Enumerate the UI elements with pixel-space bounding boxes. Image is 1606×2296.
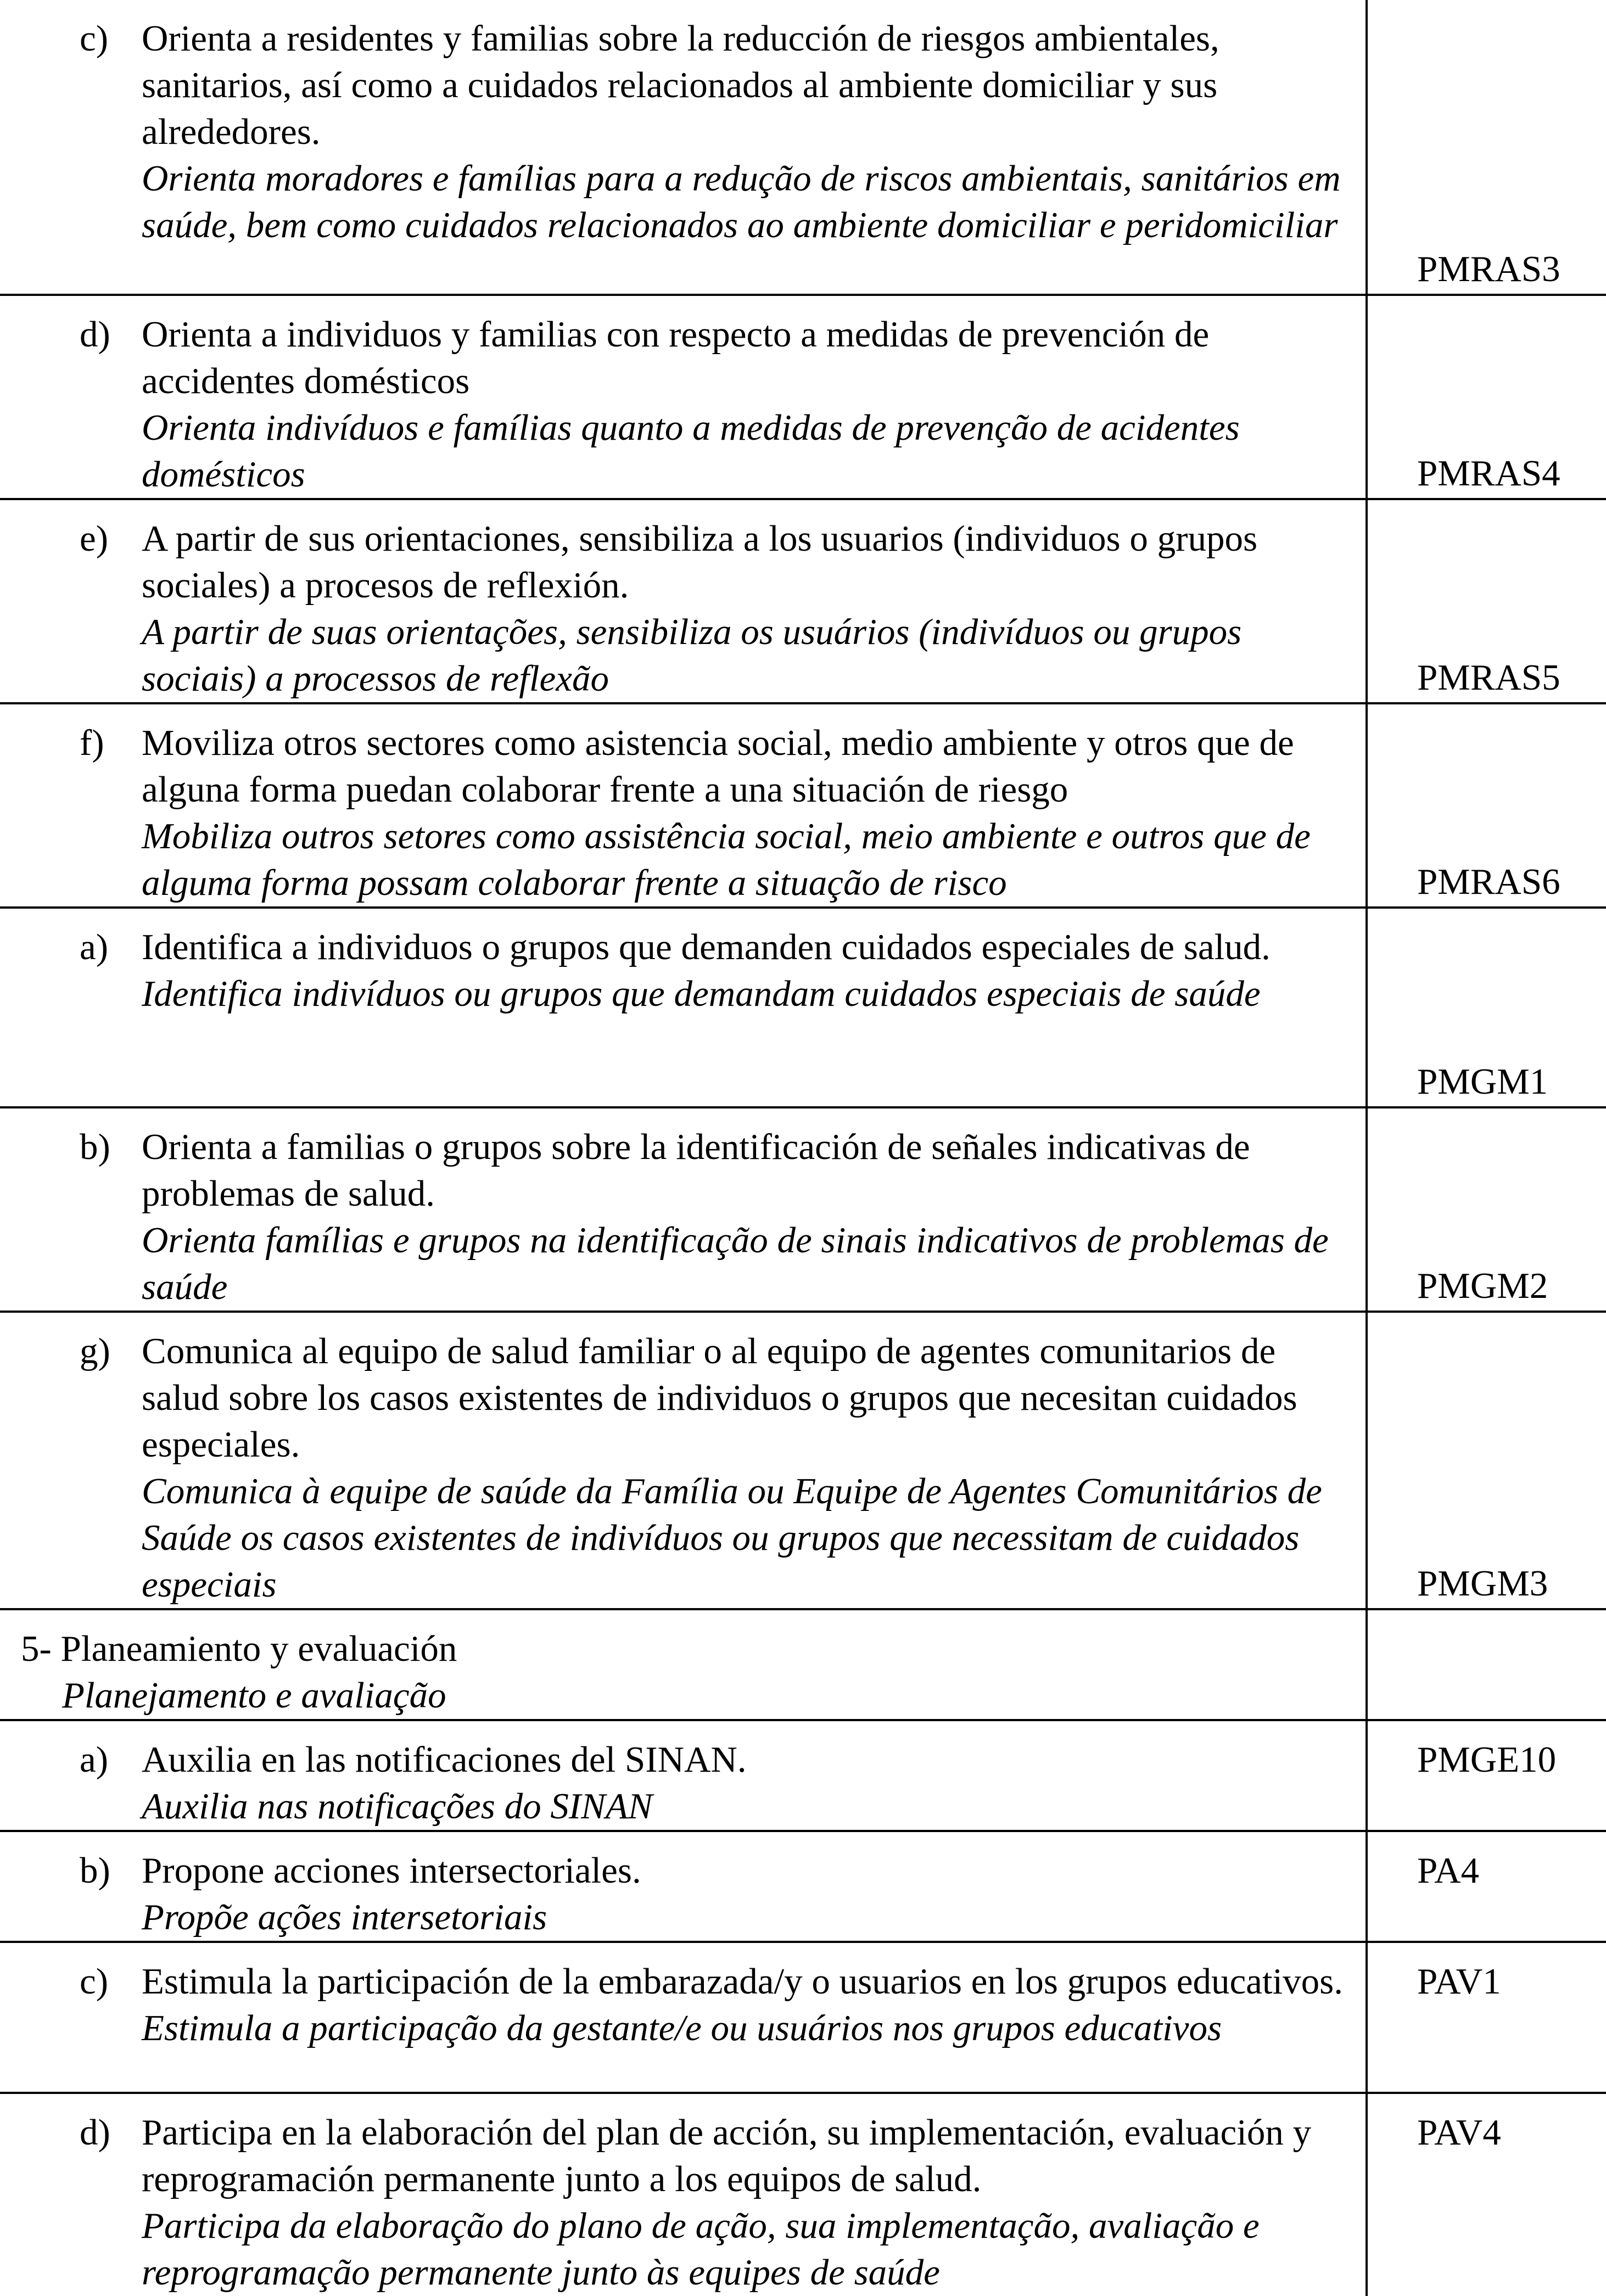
item-letter: b) — [80, 1127, 110, 1167]
item-code: PMGE10 — [1417, 1739, 1557, 1780]
portuguese-text: A partir de suas orientações, sensibiliza os usuários (indivíduos ou grupos sociais) a processos de reflexão — [142, 612, 1242, 699]
section-header-row — [0, 1609, 1606, 1720]
table-row — [0, 703, 1606, 908]
list-item — [0, 1108, 1366, 1311]
list-item — [0, 0, 1366, 249]
item-code: PMRAS6 — [1417, 861, 1560, 902]
code-cell — [1367, 1942, 1606, 2093]
list-item — [0, 296, 1366, 498]
item-letter: e) — [80, 518, 109, 559]
description-cell — [0, 703, 1367, 908]
item-code: PMRAS5 — [1417, 657, 1560, 698]
portuguese-text: Orienta indivíduos e famílias quanto a medidas de prevenção de acidentes domésticos — [142, 407, 1240, 495]
item-code: PMGM2 — [1417, 1265, 1548, 1306]
section-header — [0, 1610, 1366, 1719]
table-row — [0, 1720, 1606, 1831]
description-cell — [0, 2093, 1367, 2296]
portuguese-text: Auxilia nas notificações do SINAN — [142, 1786, 653, 1827]
list-item — [0, 1313, 1366, 1608]
spanish-text: Auxilia en las notificaciones del SINAN. — [142, 1739, 747, 1780]
section-header-cell — [0, 1609, 1367, 1720]
portuguese-text: Orienta moradores e famílias para a redução de riscos ambientais, sanitários em saúde, bem como cuidados relacionados ao ambiente domiciliar e peridomiciliar — [142, 158, 1341, 245]
item-code: PMGM3 — [1417, 1563, 1548, 1604]
list-item — [0, 1832, 1366, 1941]
list-item — [0, 1721, 1366, 1830]
list-item — [0, 500, 1366, 702]
item-letter: f) — [80, 723, 104, 763]
code-cell — [1367, 1107, 1606, 1312]
table-row — [0, 1312, 1606, 1609]
item-letter: g) — [80, 1331, 110, 1371]
code-cell — [1367, 703, 1606, 908]
description-cell — [0, 0, 1367, 295]
description-cell — [0, 1720, 1367, 1831]
list-item — [0, 704, 1366, 906]
spanish-text: Orienta a residentes y familias sobre la reducción de riesgos ambientales, sanitarios, así como a cuidados relacionados al ambiente domiciliar y sus alrededores. — [142, 18, 1219, 152]
spanish-text: Comunica al equipo de salud familiar o al equipo de agentes comunitarios de salud sobre los casos existentes de individuos o grupos que necesitan cuidados especiales. — [142, 1331, 1297, 1465]
portuguese-text: Comunica à equipe de saúde da Família ou Equipe de Agentes Comunitários de Saúde os casos existentes de indivíduos ou grupos que necessitam de cuidados especiais — [142, 1471, 1322, 1605]
item-letter: c) — [80, 18, 109, 59]
table-row — [0, 0, 1606, 295]
item-code: PAV4 — [1417, 2112, 1501, 2153]
code-cell — [1367, 1831, 1606, 1942]
list-item — [0, 909, 1366, 1017]
code-cell — [1367, 908, 1606, 1107]
spanish-text: Moviliza otros sectores como asistencia social, medio ambiente y otros que de alguna forma puedan colaborar frente a una situación de riesgo — [142, 723, 1294, 810]
description-cell — [0, 499, 1367, 703]
portuguese-text: Identifica indivíduos ou grupos que demandam cuidados especiais de saúde — [142, 973, 1261, 1014]
item-letter: b) — [80, 1850, 110, 1891]
item-code: PA4 — [1417, 1850, 1479, 1891]
item-letter: d) — [80, 314, 110, 355]
description-cell — [0, 1942, 1367, 2093]
code-cell — [1367, 295, 1606, 499]
portuguese-text: Propõe ações intersetoriais — [142, 1897, 547, 1937]
item-code: PMRAS4 — [1417, 453, 1560, 494]
item-letter: d) — [80, 2112, 110, 2153]
item-code: PAV1 — [1417, 1961, 1501, 2002]
description-cell — [0, 1312, 1367, 1609]
list-item — [0, 1943, 1366, 2052]
code-cell — [1367, 499, 1606, 703]
spanish-text: Estimula la participación de la embarazada/y o usuarios en los grupos educativos. — [142, 1961, 1343, 2002]
item-letter: c) — [80, 1961, 109, 2002]
list-item — [0, 2094, 1366, 2296]
item-letter: a) — [80, 1739, 109, 1780]
portuguese-text: Mobiliza outros setores como assistência social, meio ambiente e outros que de alguma forma possam colaborar frente a situação de risco — [142, 816, 1311, 903]
description-cell — [0, 1831, 1367, 1942]
section-title-es: 5- Planeamiento y evaluación — [21, 1628, 457, 1669]
table-row — [0, 1831, 1606, 1942]
description-cell — [0, 1107, 1367, 1312]
portuguese-text: Participa da elaboração do plano de ação, sua implementação, avaliação e reprogramação permanente junto às equipes de saúde — [142, 2205, 1260, 2293]
description-cell — [0, 295, 1367, 499]
table-row — [0, 1107, 1606, 1312]
code-cell — [1367, 1609, 1606, 1720]
section-title-pt: Planejamento e avaliação — [62, 1675, 446, 1716]
table-row — [0, 1942, 1606, 2093]
table-row — [0, 499, 1606, 703]
spanish-text: Identifica a individuos o grupos que demanden cuidados especiales de salud. — [142, 927, 1271, 967]
portuguese-text: Estimula a participação da gestante/e ou usuários nos grupos educativos — [142, 2008, 1222, 2048]
spanish-text: Propone acciones intersectoriales. — [142, 1850, 641, 1891]
item-code: PMRAS3 — [1417, 249, 1560, 289]
table-row — [0, 295, 1606, 499]
code-cell — [1367, 0, 1606, 295]
code-cell — [1367, 1312, 1606, 1609]
description-cell — [0, 908, 1367, 1107]
item-letter: a) — [80, 927, 109, 967]
spanish-text: Participa en la elaboración del plan de acción, su implementación, evaluación y reprogramación permanente junto a los equipos de salud. — [142, 2112, 1312, 2199]
spanish-text: Orienta a familias o grupos sobre la identificación de señales indicativas de problemas de salud. — [142, 1127, 1250, 1214]
code-cell — [1367, 2093, 1606, 2296]
item-code: PMGM1 — [1417, 1061, 1548, 1102]
spanish-text: A partir de sus orientaciones, sensibiliza a los usuarios (individuos o grupos sociales) a procesos de reflexión. — [142, 518, 1258, 606]
table-row — [0, 2093, 1606, 2296]
spanish-text: Orienta a individuos y familias con respecto a medidas de prevención de accidentes domésticos — [142, 314, 1210, 401]
code-cell — [1367, 1720, 1606, 1831]
table-row — [0, 908, 1606, 1107]
portuguese-text: Orienta famílias e grupos na identificação de sinais indicativos de problemas de saúde — [142, 1220, 1329, 1307]
